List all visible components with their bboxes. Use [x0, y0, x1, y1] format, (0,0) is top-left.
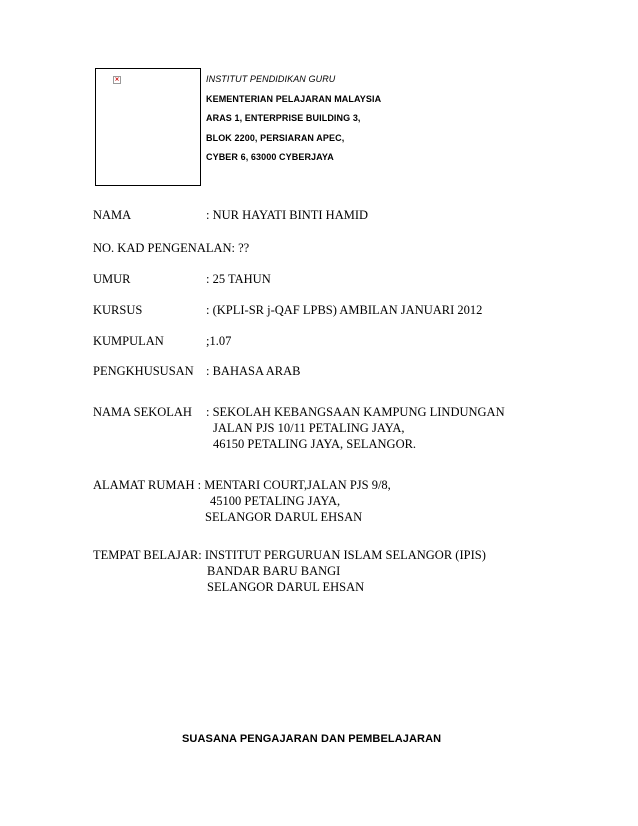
field-alamat-value-2: 45100 PETALING JAYA,	[210, 494, 341, 508]
field-alamat-value-3: SELANGOR DARUL EHSAN	[205, 510, 363, 524]
field-sekolah-label: NAMA SEKOLAH	[93, 405, 192, 419]
field-tempat-value-2: BANDAR BARU BANGI	[207, 564, 341, 578]
field-sekolah-value-2: JALAN PJS 10/11 PETALING JAYA,	[213, 421, 405, 435]
broken-image-icon: ×	[114, 76, 120, 83]
header-line-ministry: KEMENTERIAN PELAJARAN MALAYSIA	[206, 93, 382, 104]
header-line-address-2: BLOK 2200, PERSIARAN APEC,	[206, 132, 345, 143]
header-line-institute: INSTITUT PENDIDIKAN GURU	[206, 74, 336, 84]
logo-placeholder	[95, 68, 201, 186]
field-tempat-label: TEMPAT BELAJAR: INSTITUT PERGURUAN ISLAM SELANGOR (IPIS)	[93, 548, 486, 562]
institution-header	[206, 70, 381, 168]
field-alamat-label: ALAMAT RUMAH : MENTARI COURT,JALAN PJS 9/8,	[93, 478, 391, 492]
field-alamat	[0, 477, 638, 529]
field-tempat	[0, 547, 638, 599]
header-line-address-3: CYBER 6, 63000 CYBERJAYA	[206, 152, 334, 162]
field-pengkhususan-label: PENGKHUSUSAN	[93, 364, 194, 378]
field-sekolah-value-1: : SEKOLAH KEBANGSAAN KAMPUNG LINDUNGAN	[206, 405, 505, 419]
field-pengkhususan-value: : BAHASA ARAB	[206, 364, 301, 378]
field-umur-value: : 25 TAHUN	[206, 272, 271, 286]
field-kumpulan-label: KUMPULAN	[93, 334, 164, 348]
field-kursus-label: KURSUS	[93, 303, 143, 317]
header-line-address-1: ARAS 1, ENTERPRISE BUILDING 3,	[206, 113, 361, 123]
field-sekolah-value-3: 46150 PETALING JAYA, SELANGOR.	[213, 437, 417, 451]
field-sekolah	[0, 404, 638, 456]
footer-title: SUASANA PENGAJARAN DAN PEMBELAJARAN	[182, 733, 442, 745]
field-ic-label: NO. KAD PENGENALAN: ??	[93, 241, 250, 255]
field-umur-label: UMUR	[93, 272, 131, 286]
field-kursus-value: : (KPLI-SR j-QAF LPBS) AMBILAN JANUARI 2012	[206, 303, 483, 317]
field-nama-label: NAMA	[93, 208, 132, 222]
field-tempat-value-3: SELANGOR DARUL EHSAN	[207, 580, 365, 594]
field-nama-value: : NUR HAYATI BINTI HAMID	[206, 208, 369, 222]
field-kumpulan-value: ;1.07	[206, 334, 232, 348]
